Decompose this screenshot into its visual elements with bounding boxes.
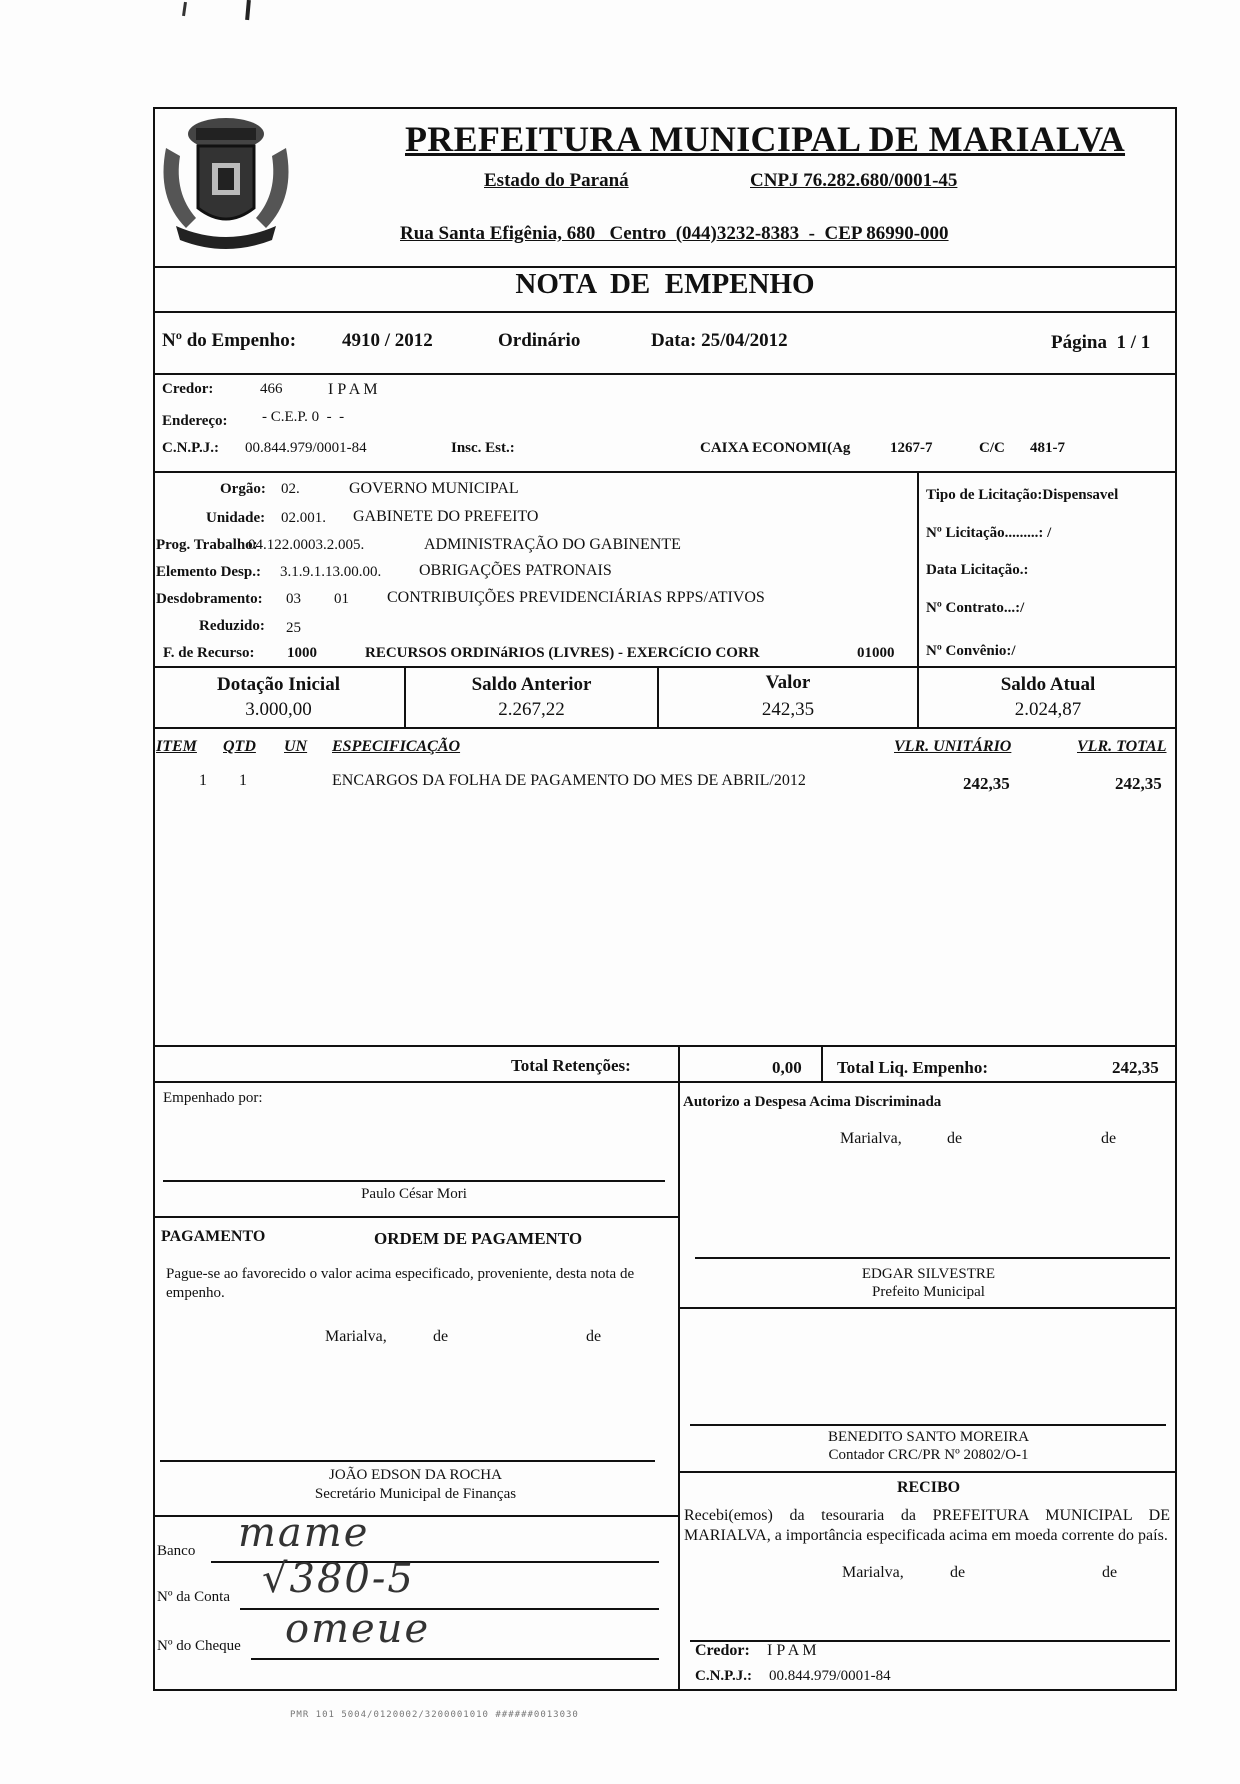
scan-mark — [182, 2, 187, 16]
credor-label: Credor: — [162, 381, 214, 397]
ordem-pagamento-label: ORDEM DE PAGAMENTO — [374, 1229, 583, 1248]
elemento-name: OBRIGAÇÕES PATRONAIS — [419, 562, 612, 579]
credor-cnpj: 00.844.979/0001-84 — [245, 440, 367, 456]
saldo-anterior-value: 2.267,22 — [498, 699, 565, 720]
recibo-text: Recebi(emos) da tesouraria da PREFEITURA MUNICIPAL DE MARIALVA, a importância especificada acima em moeda corrente do país. — [684, 1507, 1170, 1544]
pagamento-city: Marialva, — [325, 1328, 387, 1345]
item-total-value: 242,35 — [1115, 774, 1162, 793]
reduzido-value: 25 — [286, 620, 301, 636]
dotacao-inicial-label: Dotação Inicial — [217, 674, 340, 695]
saldo-atual-label: Saldo Atual — [1000, 674, 1096, 695]
credor-cnpj-label: C.N.P.J.: — [162, 440, 219, 456]
item-qtd: 1 — [239, 772, 247, 789]
banco-handwritten: mame — [238, 1510, 370, 1556]
orgao-name: GOVERNO MUNICIPAL — [349, 480, 519, 497]
empenhado-name: Paulo César Mori — [361, 1186, 467, 1202]
contador-title: Contador CRC/PR Nº 20802/O-1 — [828, 1447, 1029, 1463]
recibo-city: Marialva, — [842, 1564, 904, 1581]
desdobramento-label: Desdobramento: — [156, 591, 263, 607]
recibo-cnpj: 00.844.979/0001-84 — [769, 1668, 891, 1684]
data-licitacao: Data Licitação.: — [926, 562, 1029, 578]
prog-trabalho-code: 04.122.0003.2.005. — [248, 537, 365, 553]
page-title: PREFEITURA MUNICIPAL DE MARIALVA — [405, 119, 1126, 159]
total-retencoes-label: Total Retenções: — [511, 1056, 631, 1075]
endereco-value: - C.E.P. 0 - - — [262, 409, 345, 425]
saldo-atual-value: 2.024,87 — [1014, 699, 1082, 720]
col-header-item: ITEM — [156, 738, 197, 755]
saldo-anterior-label: Saldo Anterior — [471, 674, 592, 695]
recibo-title: RECIBO — [896, 1479, 961, 1496]
empenho-date: Data: 25/04/2012 — [651, 330, 788, 351]
secretario-title: Secretário Municipal de Finanças — [314, 1486, 517, 1502]
desdobramento-name: CONTRIBUIÇÕES PREVIDENCIÁRIAS RPPS/ATIVOS — [387, 589, 765, 606]
scan-mark — [245, 0, 251, 20]
col-header-vlr-unitario: VLR. UNITÁRIO — [894, 738, 1012, 755]
bank-name: CAIXA ECONOMI(Ag — [700, 440, 851, 456]
estado-label: Estado do Paraná — [484, 170, 629, 191]
autorizo-text: Autorizo a Despesa Acima Discriminada — [683, 1094, 942, 1110]
pagamento-de-2: de — [586, 1328, 602, 1345]
banco-label: Banco — [157, 1543, 196, 1559]
item-description: ENCARGOS DA FOLHA DE PAGAMENTO DO MES DE ABRIL/2012 — [332, 772, 806, 789]
prefeito-name: EDGAR SILVESTRE — [861, 1266, 996, 1282]
contador-name: BENEDITO SANTO MOREIRA — [827, 1429, 1030, 1445]
item-unit-value: 242,35 — [963, 774, 1010, 793]
municipal-coat-of-arms — [156, 108, 296, 258]
recibo-de-2: de — [1102, 1564, 1118, 1581]
unidade-code: 02.001. — [281, 510, 326, 526]
credor-code: 466 — [260, 381, 283, 397]
valor-value: 242,35 — [761, 699, 815, 720]
prog-trabalho-label: Prog. Trabalho: — [156, 537, 258, 553]
col-header-un: UN — [284, 738, 308, 755]
conta-handwritten: √380-5 — [262, 1556, 415, 1602]
prefeito-title: Prefeito Municipal — [872, 1284, 985, 1300]
n-licitacao: Nº Licitação.........: / — [926, 525, 1052, 541]
orgao-label: Orgão: — [220, 481, 266, 497]
recurso-code: 1000 — [287, 645, 317, 661]
recurso-name: RECURSOS ORDINáRIOS (LIVRES) - EXERCíCIO CORR — [365, 645, 760, 661]
recibo-credor: I P A M — [767, 1642, 817, 1659]
dotacao-inicial-value: 3.000,00 — [245, 699, 312, 720]
empenhado-label: Empenhado por: — [163, 1090, 263, 1106]
recurso-label: F. de Recurso: — [163, 645, 255, 661]
n-contrato: Nº Contrato...:/ — [926, 600, 1025, 616]
cheque-handwritten: omeue — [285, 1606, 431, 1652]
cheque-label: Nº do Cheque — [157, 1638, 241, 1654]
autorizo-city: Marialva, — [840, 1130, 902, 1147]
recibo-de-1: de — [950, 1564, 966, 1581]
elemento-label: Elemento Desp.: — [156, 564, 261, 580]
cc-label: C/C — [979, 440, 1005, 456]
item-number: 1 — [199, 772, 207, 789]
pagamento-text: Pague-se ao favorecido o valor acima especificado, proveniente, desta nota de empenho. — [166, 1266, 635, 1301]
unidade-label: Unidade: — [206, 510, 266, 526]
autorizo-de-1: de — [947, 1130, 963, 1147]
cc-value: 481-7 — [1030, 440, 1065, 456]
address-header: Rua Santa Efigênia, 680 Centro (044)3232-8383 - CEP 86990-000 — [400, 223, 949, 244]
autorizo-de-2: de — [1101, 1130, 1117, 1147]
elemento-code: 3.1.9.1.13.00.00. — [280, 564, 382, 580]
col-header-qtd: QTD — [223, 738, 256, 755]
reduzido-label: Reduzido: — [199, 618, 265, 634]
desdobramento-a: 03 — [286, 591, 301, 607]
recibo-cnpj-label: C.N.P.J.: — [695, 1668, 752, 1684]
bank-agency: 1267-7 — [890, 440, 933, 456]
endereco-label: Endereço: — [162, 413, 228, 429]
col-header-vlr-total: VLR. TOTAL — [1077, 738, 1167, 755]
pagamento-label: PAGAMENTO — [161, 1228, 266, 1245]
recurso-number: 01000 — [857, 645, 895, 661]
cnpj-header: CNPJ 76.282.680/0001-45 — [750, 170, 958, 191]
empenho-number-label: Nº do Empenho: — [162, 330, 297, 351]
empenho-type: Ordinário — [498, 330, 581, 351]
unidade-name: GABINETE DO PREFEITO — [353, 508, 539, 525]
prog-trabalho-name: ADMINISTRAÇÃO DO GABINENTE — [424, 536, 681, 553]
insc-est-label: Insc. Est.: — [451, 440, 515, 456]
recibo-credor-label: Credor: — [695, 1642, 750, 1659]
total-liq-value: 242,35 — [1112, 1058, 1159, 1077]
orgao-code: 02. — [281, 481, 300, 497]
total-liq-label: Total Liq. Empenho: — [837, 1058, 988, 1077]
valor-label: Valor — [765, 672, 811, 693]
pagamento-de-1: de — [433, 1328, 449, 1345]
n-convenio: Nº Convênio:/ — [926, 643, 1016, 659]
empenho-number: 4910 / 2012 — [342, 330, 433, 351]
desdobramento-b: 01 — [334, 591, 349, 607]
conta-label: Nº da Conta — [157, 1589, 230, 1605]
footer-code: PMR 101 5004/0120002/3200001010 ######0013030 — [290, 1710, 579, 1720]
page-number: Página 1 / 1 — [1051, 332, 1151, 353]
col-header-especificacao: ESPECIFICAÇÃO — [332, 738, 461, 755]
total-retencoes-value: 0,00 — [772, 1058, 802, 1077]
document-title: NOTA DE EMPENHO — [515, 268, 815, 300]
tipo-licitacao: Tipo de Licitação:Dispensavel — [926, 487, 1119, 503]
credor-name: I P A M — [328, 381, 378, 398]
secretario-name: JOÃO EDSON DA ROCHA — [329, 1467, 502, 1483]
